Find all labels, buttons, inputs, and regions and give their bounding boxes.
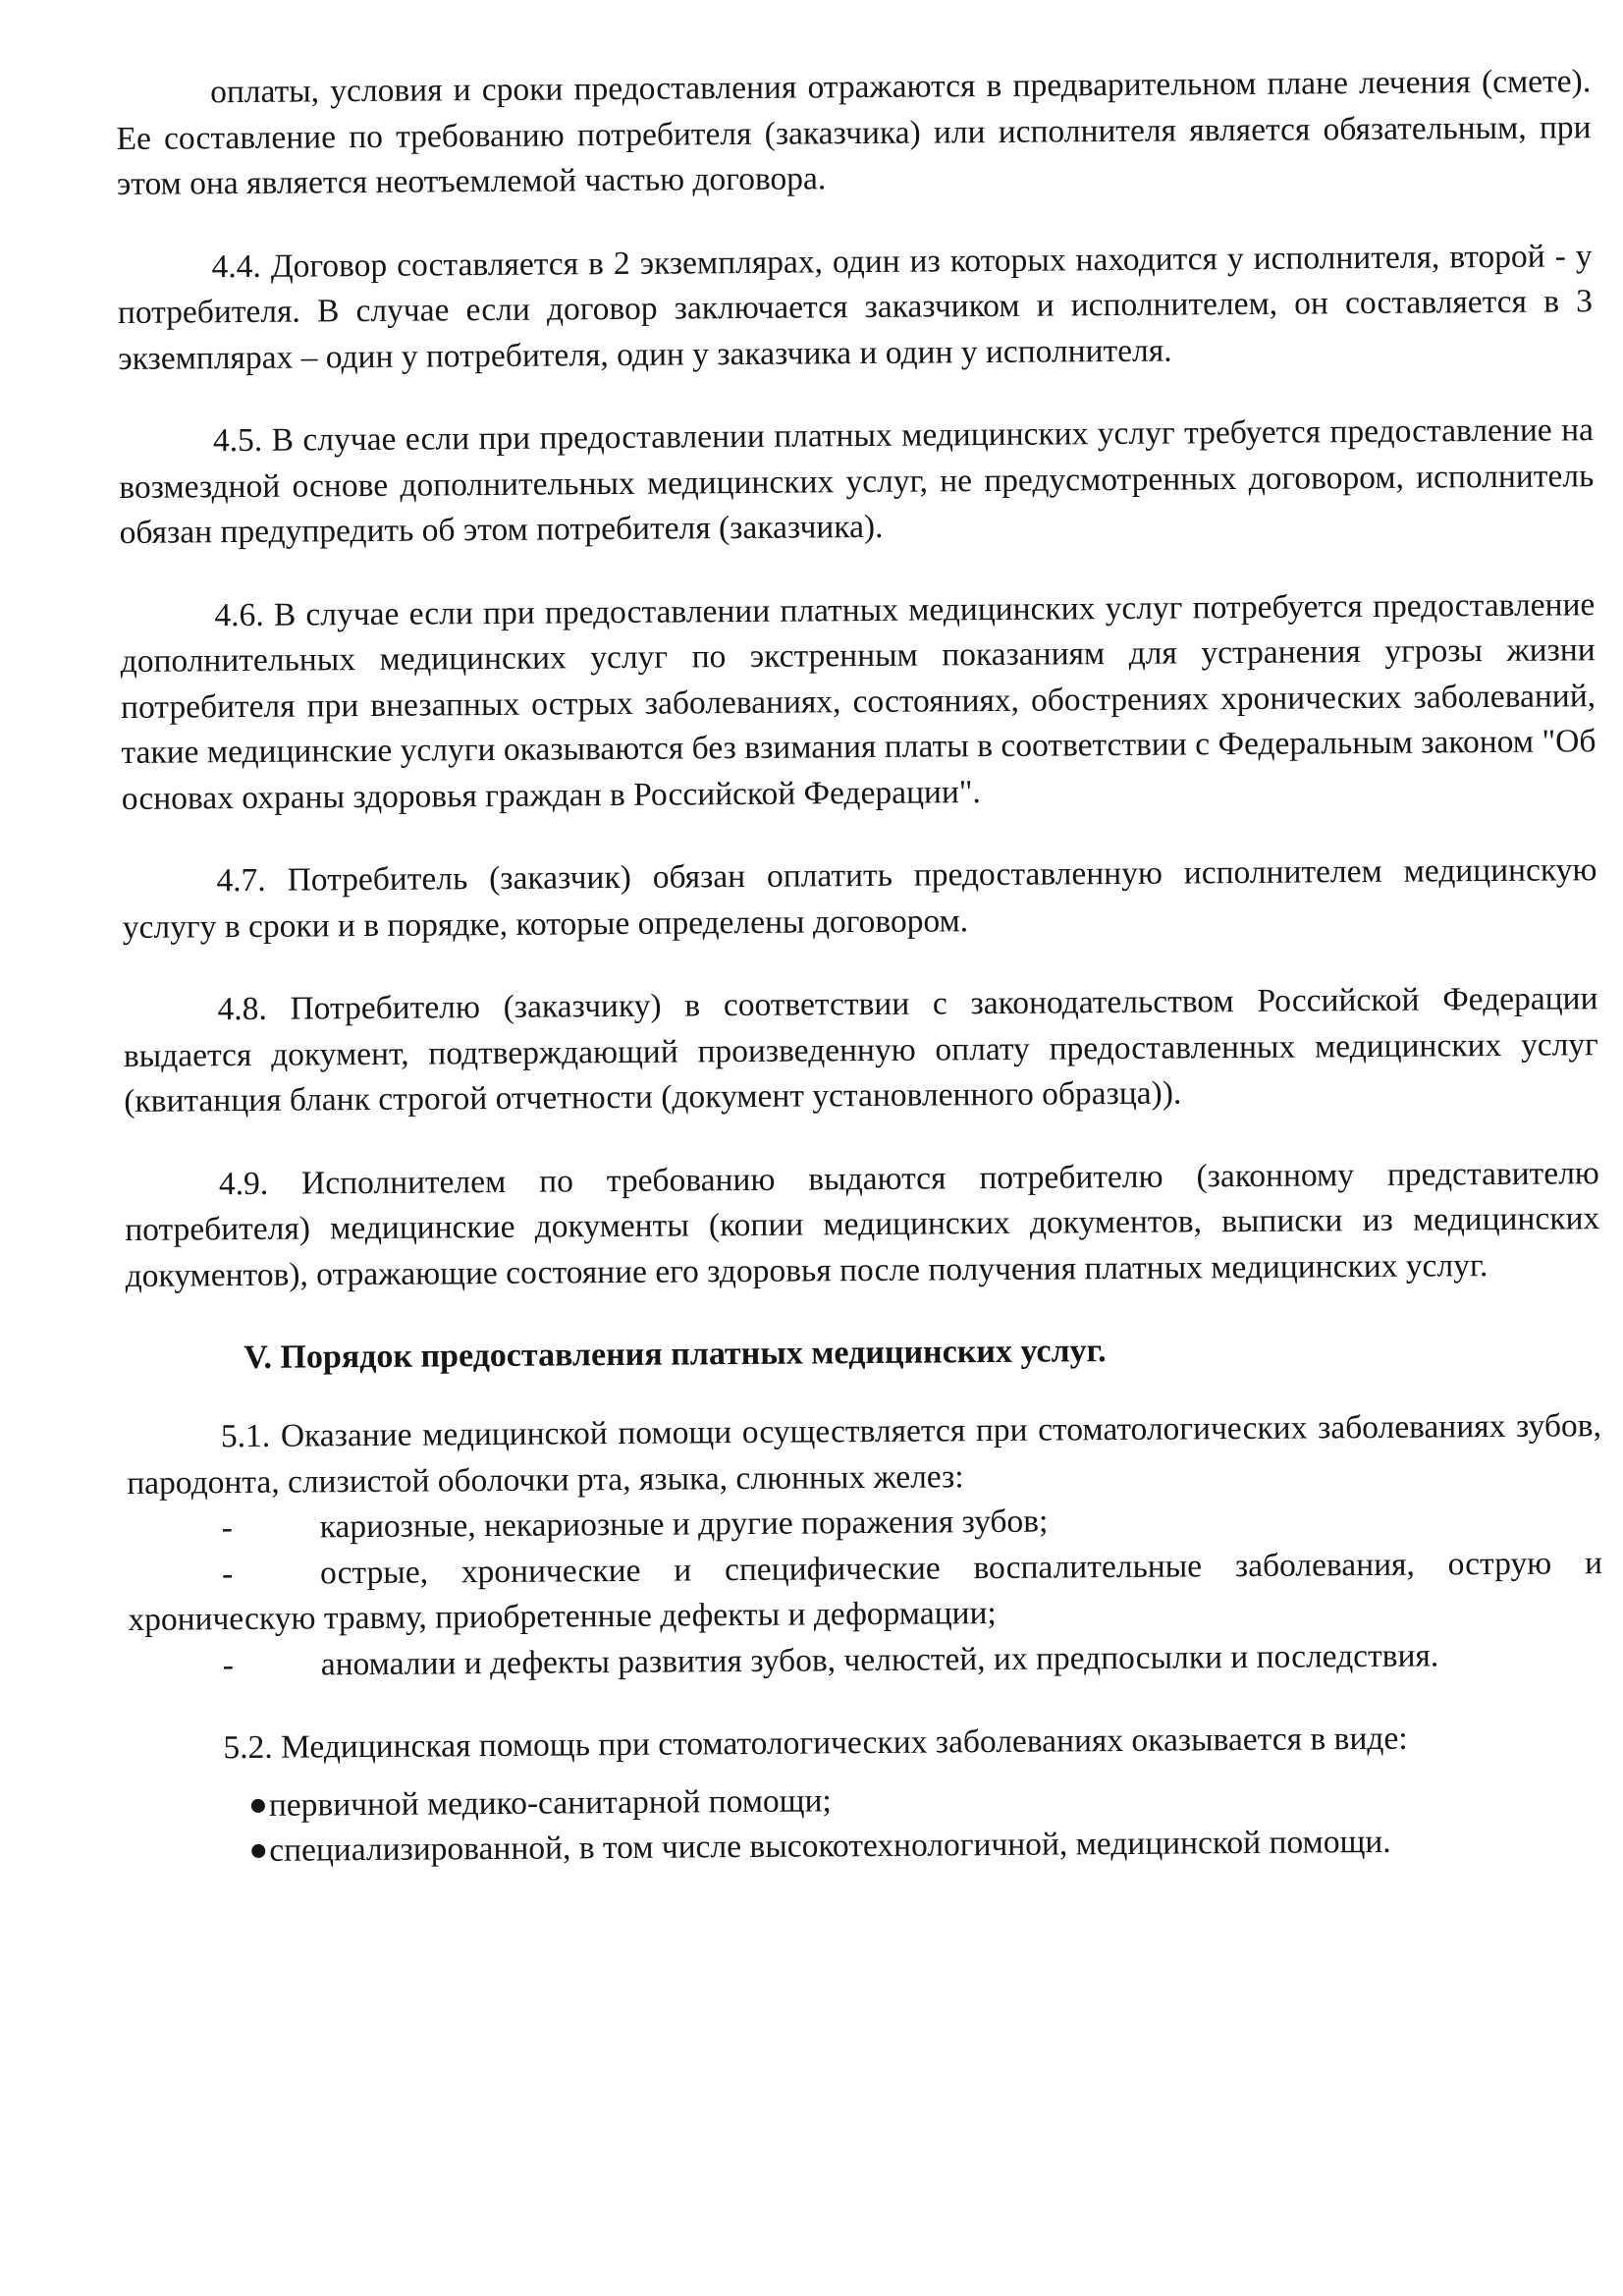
dash-marker: - (221, 1509, 233, 1547)
bullet-list-item (251, 1818, 1604, 1874)
paragraph-4-5: 4.5. В случае если при предоставлении платных медицинских услуг требуется предоставление на возмездной основе дополнительных медицинских услуг, не предусмотренных договором, исполнитель обязан предупредить об этом потребителя (заказчика). (119, 411, 1595, 551)
bullet-list-item-text: первичной медико-санитарной помощи; (268, 1781, 832, 1824)
section-heading-v: V. Порядок предоставления платных медицинских услуг. (243, 1333, 1107, 1377)
paragraph-4-9: 4.9. Исполнителем по требованию выдаются потребителю (законному представителю потребителя) медицинские документы (копии медицинских документов, выписки из медицинских документов), отражающие состояние его здоровья после получения платных медицинских услуг. (125, 1154, 1600, 1294)
paragraph-4-6: 4.6. В случае если при предоставлении платных медицинских услуг потребуется предоставление дополнительных медицинских услуг по экстренным показаниям для устранения угрозы жизни потребителя при внезапных острых заболеваниях, состояниях, обострениях хронических заболеваний, такие медицинские услуги оказываются без взимания платы в соответствии с Федеральным законом "Об основах охраны здоровья граждан в Российской Федерации". (120, 585, 1596, 817)
paragraph-5-2: 5.2. Медицинская помощь при стоматологических заболеваниях оказывается в виде: (223, 1720, 1408, 1767)
paragraph-4-4: 4.4. Договор составляется в 2 экземплярах, один из которых находится у исполнителя, второй - у потребителя. В случае если договор заключается заказчиком и исполнителем, он составляется в 3 экземплярах – один у потребителя, один у заказчика и один у исполнителя. (117, 237, 1594, 377)
dash-list-item (128, 1541, 1603, 1644)
dash-marker: - (222, 1646, 235, 1683)
paragraph-4-7: 4.7. Потребитель (заказчик) обязан оплатить предоставленную исполнителем медицинскую услугу в сроки и в порядке, которые определены договором. (122, 851, 1597, 946)
paragraph-continuation: оплаты, условия и сроки предоставления отражаются в предварительном плане лечения (смете). Ее составление по требованию потребителя (заказчика) или исполнителя является обязательным, при этом она является неотъемлемой частью договора. (116, 63, 1592, 202)
scanned-text-block (116, 59, 1604, 1875)
bullet-dot-icon (251, 1799, 265, 1813)
paragraph-5-1: 5.1. Оказание медицинской помощи осуществляется при стоматологических заболеваниях зубов, пародонта, слизистой оболочки рта, языка, слюнных желез: (127, 1407, 1602, 1502)
bullet-list-item-text: специализированной, в том числе высокотехнологичной, медицинской помощи. (269, 1823, 1391, 1869)
paragraph-4-8: 4.8. Потребителю (заказчику) в соответствии с законодательством Российской Федерации выдается документ, подтверждающий произведенную оплату предоставленных медицинских услуг (квитанция бланк строгой отчетности (документ установленного образца)). (123, 980, 1598, 1120)
dash-list-item-text: аномалии и дефекты развития зубов, челюстей, их предпосылки и последствия. (320, 1636, 1439, 1682)
bullet-dot-icon (251, 1844, 265, 1858)
dash-list-item-text: кариозные, некариозные и другие поражения зубов; (319, 1503, 1049, 1546)
dash-list-item-text: острые, хронические и специфические воспалительные заболевания, острую и хроническую травму, приобретенные дефекты и деформации; (128, 1544, 1603, 1638)
dash-marker: - (221, 1555, 234, 1592)
